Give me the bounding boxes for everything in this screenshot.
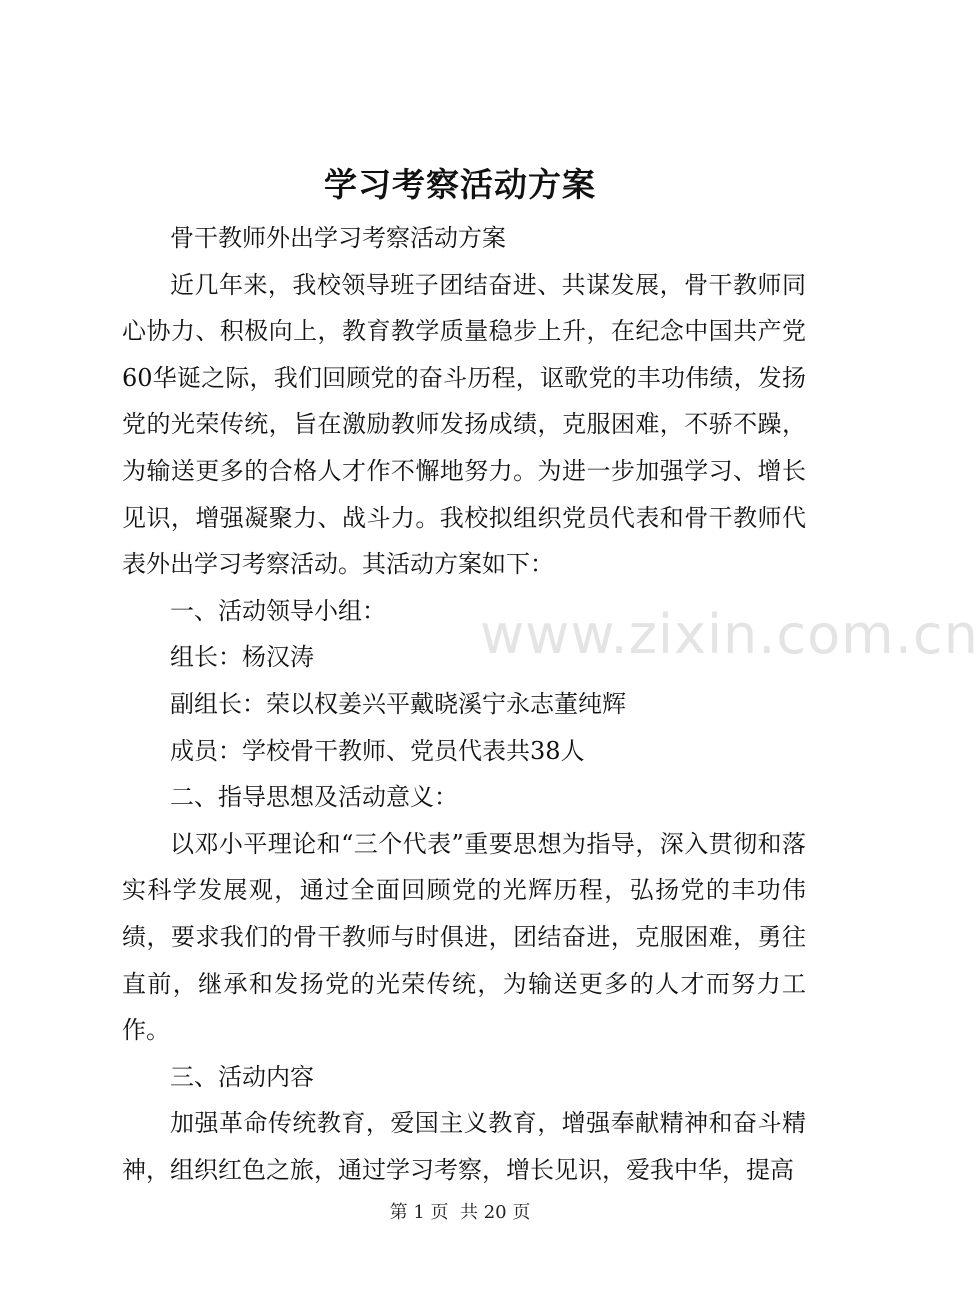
section-heading-leadership: 一、活动领导小组： [170, 596, 386, 625]
paragraph-subtitle: 骨干教师外出学习考察活动方案 [170, 224, 506, 252]
paragraph-guiding-ideology: 以邓小平理论和“三个代表”重要思想为指导，深入贯彻和落实科学发展观，通过全面回顾党的光辉历程，弘扬党的丰功伟绩，要求我们的骨干教师与时俱进，团结奋进，克服困难，勇往直前，继承和发扬党的光荣传统，为输送更多的人才而努力工作。 [122, 829, 806, 1045]
paragraph-deputy-leaders: 副组长：荣以权姜兴平戴晓溪宁永志董纯辉 [170, 689, 626, 718]
watermark: www.zixin.com.cn [480, 603, 979, 666]
section-heading-activity-content: 三、活动内容 [170, 1062, 314, 1091]
document-title: 学习考察活动方案 [324, 165, 596, 204]
paragraph-leader: 组长：杨汉涛 [170, 643, 314, 672]
page-footer [0, 1198, 920, 1228]
document-body [122, 215, 806, 1193]
paragraph-members: 成员：学校骨干教师、党员代表共38人 [170, 736, 585, 765]
page-number: 第 1 页 共 20 页 [389, 1202, 531, 1223]
paragraph-introduction: 近几年来，我校领导班子团结奋进、共谋发展，骨干教师同心协力、积极向上，教育教学质量稳步上升，在纪念中国共产党60华诞之际，我们回顾党的奋斗历程，讴歌党的丰功伟绩，发扬党的光荣传统，旨在激励教师发扬成绩，克服困难，不骄不躁，为输送更多的合格人才作不懈地努力。为进一步加强学习、增长见识，增强凝聚力、战斗力。我校拟组织党员代表和骨干教师代表外出学习考察活动。其活动方案如下： [122, 270, 806, 579]
section-heading-guiding-ideology: 二、指导思想及活动意义： [170, 783, 458, 812]
paragraph-activity-content: 加强革命传统教育，爱国主义教育，增强奉献精神和奋斗精神，组织红色之旅，通过学习考察，增长见识，爱我中华，提高 [122, 1109, 806, 1184]
